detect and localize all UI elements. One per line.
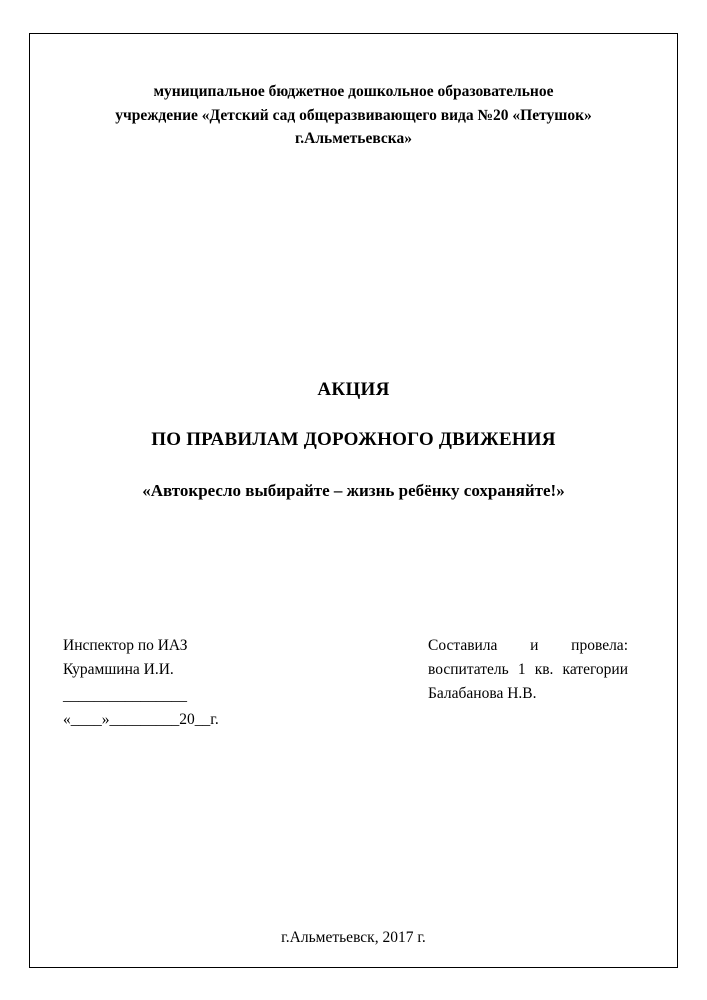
author-role-line-2 — [428, 658, 628, 682]
organization-header-line-3: г.Альметьевска» — [294, 130, 412, 148]
signature-line: ________________ — [63, 687, 187, 705]
signature-left-block — [63, 634, 343, 732]
author-position: воспитатель — [428, 661, 509, 679]
document-title: АКЦИЯ — [317, 379, 390, 400]
organization-header-line-1: муниципальное бюджетное дошкольное образовательное — [153, 83, 554, 100]
document-subtitle: ПО ПРАВИЛАМ ДОРОЖНОГО ДВИЖЕНИЯ — [151, 429, 556, 450]
organization-header-line-2: учреждение «Детский сад общеразвивающего вида №20 «Петушок» — [115, 106, 592, 124]
author-label-and: и — [530, 637, 539, 654]
page-content — [30, 34, 677, 967]
author-name: Балабанова Н.В. — [428, 685, 537, 703]
inspector-role: Инспектор по ИАЗ — [63, 637, 188, 654]
title-block — [70, 379, 637, 501]
author-role-line-1 — [428, 634, 628, 658]
organization-header — [90, 80, 617, 151]
author-label-compiled: Составила — [428, 637, 498, 654]
signature-right-block — [428, 634, 628, 706]
document-footer: г.Альметьевск, 2017 г. — [281, 929, 426, 946]
author-category-abbr: кв. — [534, 661, 554, 679]
author-category-word: категории — [562, 661, 629, 679]
inspector-name: Курамшина И.И. — [63, 661, 174, 679]
author-label-conducted: провела: — [571, 637, 628, 654]
date-line: «____»_________20__г. — [63, 711, 219, 729]
author-category-number: 1 — [517, 661, 526, 679]
document-slogan: «Автокресло выбирайте – жизнь ребёнку сохраняйте!» — [142, 481, 565, 500]
